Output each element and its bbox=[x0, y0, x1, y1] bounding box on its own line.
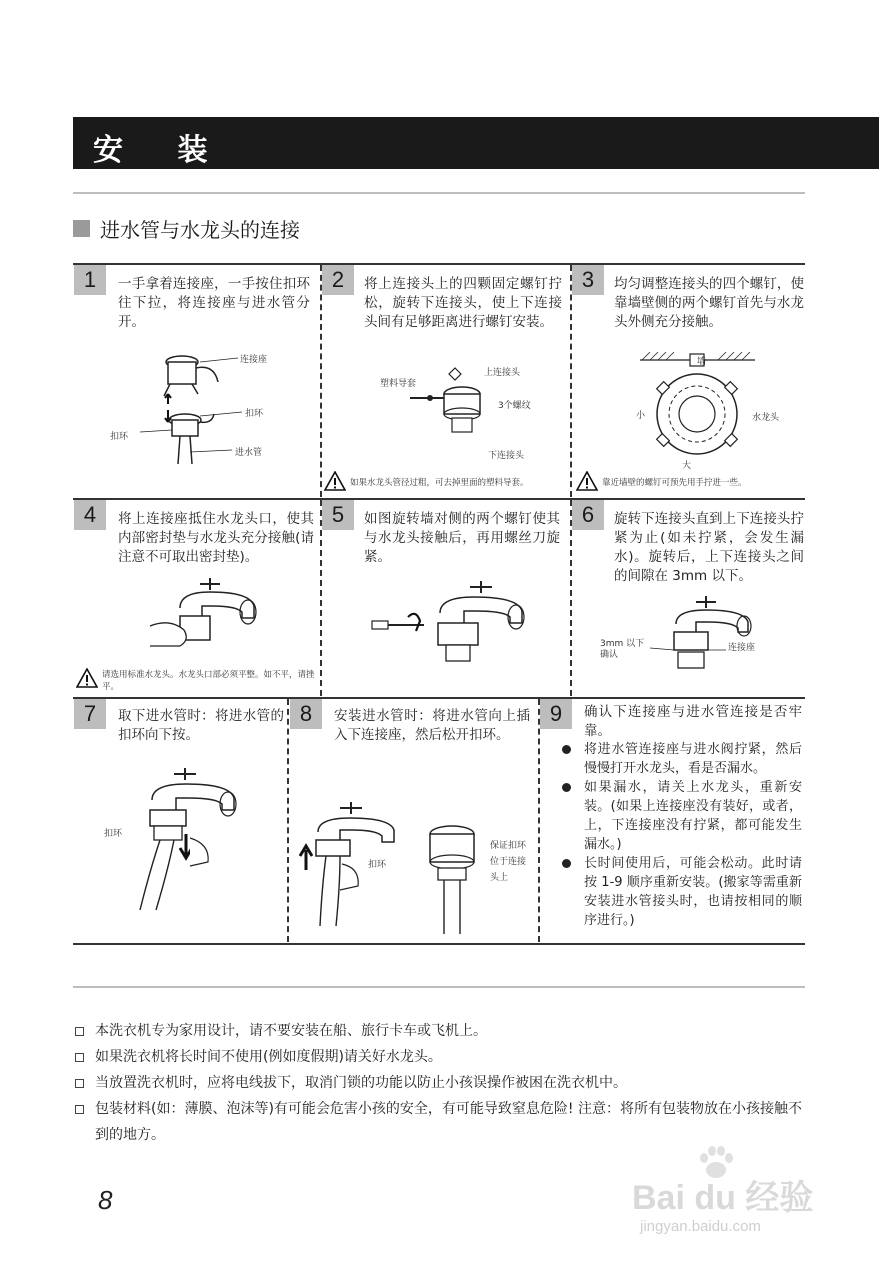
step-text: 一手拿着连接座，一手按住扣环往下拉，将连接座与进水管分开。 bbox=[118, 276, 310, 330]
warning-note bbox=[576, 471, 804, 491]
grid-line bbox=[73, 263, 805, 265]
figure-label: 下连接头 bbox=[488, 451, 525, 461]
checkbox-square-icon bbox=[75, 1027, 84, 1036]
step-number: 5 bbox=[322, 500, 354, 530]
figure-label: 扣环 bbox=[110, 432, 129, 442]
list-item bbox=[560, 778, 802, 854]
bullet-text: 将进水管连接座与进水阀拧紧，然后慢慢打开水龙头，看是否漏水。 bbox=[584, 742, 802, 776]
page-number: 8 bbox=[98, 1185, 113, 1215]
step-text: 均匀调整连接头的四个螺钉，使靠墙壁侧的两个螺钉首先与水龙头外侧充分接触。 bbox=[614, 276, 804, 330]
grid-line bbox=[73, 697, 805, 699]
note-text: 包装材料(如：薄膜、泡沫等)有可能会危害小孩的安全，有可能导致窒息危险! 注意：将所有包装物放在小孩接触不到的地方。 bbox=[95, 1101, 802, 1143]
note-text: 本洗衣机专为家用设计，请不要安装在船、旅行卡车或飞机上。 bbox=[95, 1023, 487, 1039]
step-number: 7 bbox=[74, 699, 106, 729]
list-item bbox=[560, 740, 802, 778]
grid-line bbox=[73, 498, 805, 500]
connector-separation-illustration bbox=[130, 350, 250, 465]
watermark-url: jingyan.baidu.com bbox=[640, 1218, 761, 1235]
figure-label: 水龙头 bbox=[752, 413, 780, 423]
bullet-dot-icon bbox=[562, 859, 571, 868]
figure-label: 小 bbox=[636, 411, 646, 421]
warning-triangle-icon bbox=[324, 471, 346, 491]
connector-to-faucet-illustration bbox=[140, 572, 265, 662]
figure-label: 头上 bbox=[490, 873, 509, 883]
step9-bullet-list bbox=[560, 740, 802, 930]
figure-label: 连接座 bbox=[728, 643, 756, 653]
note-item bbox=[73, 1044, 813, 1070]
figure-label: 塑料导套 bbox=[380, 379, 417, 389]
column-divider bbox=[538, 699, 540, 942]
gap-check-illustration bbox=[640, 592, 760, 672]
figure-label: 确认 bbox=[600, 650, 619, 660]
warning-text: 请选用标准水龙头。水龙头口部必须平整。如不平，请挫平。 bbox=[102, 670, 315, 692]
bullet-text: 如果漏水，请关上水龙头，重新安装。(如果上连接座没有装好，或者，上，下连接座没有拧紧，都可能发生漏水。) bbox=[584, 780, 802, 852]
screwdriver-tightening-illustration bbox=[370, 575, 535, 670]
figure-label: 墙 bbox=[697, 357, 707, 367]
note-item bbox=[73, 1070, 813, 1096]
note-text: 如果洗衣机将长时间不使用(例如度假期)请关好水龙头。 bbox=[95, 1049, 442, 1065]
note-item bbox=[73, 1096, 813, 1148]
bullet-dot-icon bbox=[562, 783, 571, 792]
warning-triangle-icon bbox=[576, 471, 598, 491]
figure-label: 扣环 bbox=[104, 829, 123, 839]
figure-label: 扣环 bbox=[368, 860, 387, 870]
column-divider bbox=[570, 265, 572, 497]
divider-top bbox=[73, 192, 805, 194]
notes-list bbox=[73, 1018, 813, 1148]
list-item bbox=[560, 854, 802, 930]
step-text: 取下进水管时：将进水管的扣环向下按。 bbox=[118, 708, 284, 743]
connector-closeup-illustration bbox=[416, 824, 488, 936]
figure-label: 位于连接 bbox=[490, 857, 527, 867]
bullet-text: 长时间使用后，可能会松动。此时请按 1-9 顺序重新安装。(搬家等需重新安装进水管接头时，也请按相同的顺序进行。) bbox=[584, 856, 802, 928]
remove-hose-illustration bbox=[130, 762, 250, 912]
figure-label: 连接座 bbox=[240, 355, 268, 365]
warning-note bbox=[76, 668, 316, 693]
column-divider bbox=[320, 265, 322, 497]
figure-label: 3个螺纹 bbox=[498, 401, 531, 411]
step-text: 将上连接座抵住水龙头口，使其内部密封垫与水龙头充分接触(请注意不可取出密封垫)。 bbox=[118, 511, 314, 565]
figure-label: 进水管 bbox=[235, 448, 263, 458]
step-text: 将上连接头上的四颗固定螺钉拧松，旋转下连接头，使上下连接头间有足够距离进行螺钉安装。 bbox=[364, 276, 562, 330]
step-text: 如图旋转墙对侧的两个螺钉使其与水龙头接触后，再用螺丝刀旋紧。 bbox=[364, 511, 560, 565]
divider-bottom bbox=[73, 986, 805, 988]
watermark bbox=[632, 1146, 832, 1246]
step-number: 6 bbox=[572, 500, 604, 530]
grid-line bbox=[73, 943, 805, 945]
header-bar bbox=[73, 117, 879, 169]
warning-triangle-icon bbox=[76, 668, 98, 688]
step-number: 9 bbox=[540, 699, 572, 729]
note-item bbox=[73, 1018, 813, 1044]
warning-note bbox=[324, 471, 564, 491]
checkbox-square-icon bbox=[75, 1105, 84, 1114]
figure-label: 保证扣环 bbox=[490, 841, 527, 851]
step-number: 8 bbox=[290, 699, 322, 729]
warning-text: 靠近墙壁的螺钉可预先用手拧进一些。 bbox=[602, 478, 747, 488]
figure-label: 大 bbox=[682, 461, 692, 471]
figure-label: 扣环 bbox=[245, 409, 264, 419]
step-text: 旋转下连接头直到上下连接头拧紧为止(如未拧紧，会发生漏水)。旋转后，上下连接头之间的间隙在 3mm 以下。 bbox=[614, 511, 804, 584]
page-title: 安 装 bbox=[93, 133, 230, 168]
step-text: 安装进水管时：将进水管向上插入下连接座，然后松开扣环。 bbox=[334, 708, 530, 743]
checkbox-square-icon bbox=[75, 1053, 84, 1062]
watermark-brand: Bai du 经验 bbox=[632, 1179, 814, 1217]
column-divider bbox=[287, 699, 289, 942]
figure-label: 上连接头 bbox=[484, 368, 521, 378]
step-number: 1 bbox=[74, 265, 106, 295]
section-title: 进水管与水龙头的连接 bbox=[100, 217, 300, 242]
step-number: 3 bbox=[572, 265, 604, 295]
section-heading bbox=[73, 216, 300, 240]
figure-label: 3mm 以下 bbox=[600, 639, 645, 649]
step-number: 2 bbox=[322, 265, 354, 295]
step-number: 4 bbox=[74, 500, 106, 530]
warning-text: 如果水龙头管径过粗，可去掉里面的塑料导套。 bbox=[350, 478, 529, 488]
note-text: 当放置洗衣机时，应将电线拔下，取消门锁的功能以防止小孩误操作被困在洗衣机中。 bbox=[95, 1075, 627, 1091]
section-square-icon bbox=[73, 220, 90, 237]
bullet-dot-icon bbox=[562, 745, 571, 754]
step-text: 确认下连接座与进水管连接是否牢靠。 bbox=[584, 704, 802, 739]
checkbox-square-icon bbox=[75, 1079, 84, 1088]
